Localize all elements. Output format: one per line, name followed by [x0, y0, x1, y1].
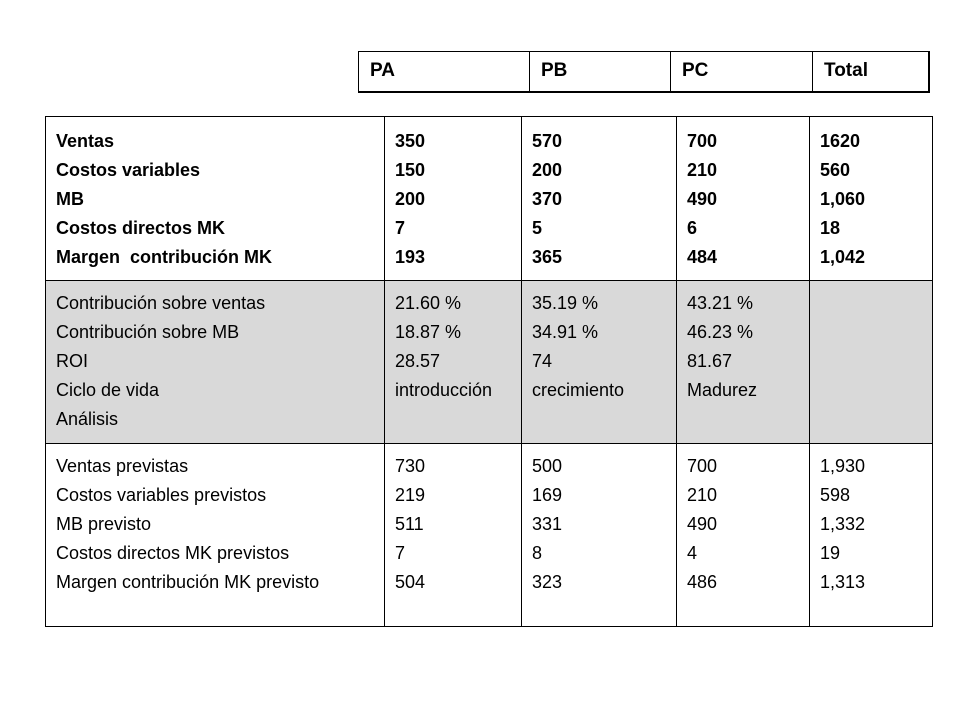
value-cell: 1,042	[820, 247, 866, 267]
table-row-forecast	[46, 444, 933, 627]
values-pc	[677, 281, 810, 444]
value-cell: 200	[532, 160, 563, 180]
value-cell: 560	[820, 160, 851, 180]
value-cell: 570	[532, 131, 563, 151]
value-cell: 81.67	[687, 351, 733, 371]
value-cell: 730	[395, 456, 426, 476]
label-mb: MB	[56, 189, 84, 209]
value-cell: 504	[395, 572, 426, 592]
column-header-pc: PC	[671, 52, 813, 92]
value-cell: 511	[395, 514, 424, 534]
value-cell: 323	[532, 572, 563, 592]
product-analysis-table	[45, 116, 933, 627]
label-margen-contribucion-mk: Margen contribución MK	[56, 247, 272, 267]
value-cell: 1,313	[820, 572, 866, 592]
value-cell: 210	[687, 485, 718, 505]
label-costos-variables: Costos variables	[56, 160, 201, 180]
row-labels	[46, 281, 385, 444]
label-margen-contribucion-mk-previsto: Margen contribución MK previsto	[56, 572, 320, 592]
value-cell: 7	[395, 543, 406, 563]
row-labels	[46, 444, 385, 627]
values-pb	[522, 281, 677, 444]
value-cell: 193	[395, 247, 426, 267]
values-pc	[677, 117, 810, 281]
values-pa	[385, 117, 522, 281]
value-cell: 8	[532, 543, 543, 563]
value-cell: 169	[532, 485, 563, 505]
value-cell: 150	[395, 160, 426, 180]
values-pa	[385, 444, 522, 627]
value-cell: 490	[687, 514, 718, 534]
value-cell: Madurez	[687, 380, 758, 400]
label-ciclo-de-vida: Ciclo de vida	[56, 380, 160, 400]
value-cell: 74	[532, 351, 553, 371]
values-pb	[522, 117, 677, 281]
value-cell: crecimiento	[532, 380, 625, 400]
value-cell: 5	[532, 218, 543, 238]
value-cell: 484	[687, 247, 718, 267]
value-cell: 28.57	[395, 351, 441, 371]
label-costos-directos-mk: Costos directos MK	[56, 218, 226, 238]
values-pb	[522, 444, 677, 627]
values-total	[810, 117, 933, 281]
value-cell: 598	[820, 485, 851, 505]
value-cell: 43.21 %	[687, 293, 754, 313]
value-cell: 486	[687, 572, 718, 592]
column-header-pa: PA	[359, 52, 530, 92]
values-total-empty	[810, 281, 933, 444]
value-cell: 200	[395, 189, 426, 209]
label-ventas-previstas: Ventas previstas	[56, 456, 189, 476]
value-cell: 1,332	[820, 514, 866, 534]
row-labels	[46, 117, 385, 281]
value-cell: 19	[820, 543, 841, 563]
value-cell: 7	[395, 218, 406, 238]
value-cell: 370	[532, 189, 563, 209]
value-cell: 490	[687, 189, 718, 209]
value-cell: 210	[687, 160, 718, 180]
value-cell: 34.91 %	[532, 322, 599, 342]
column-header-table	[358, 51, 930, 93]
column-header-total: Total	[813, 52, 929, 92]
values-total	[810, 444, 933, 627]
value-cell: 35.19 %	[532, 293, 599, 313]
table-row-ratios	[46, 281, 933, 444]
value-cell: 500	[532, 456, 563, 476]
value-cell: 1620	[820, 131, 861, 151]
values-pc	[677, 444, 810, 627]
value-cell: introducción	[395, 380, 493, 400]
value-cell: 1,930	[820, 456, 866, 476]
column-header-row	[359, 52, 929, 92]
value-cell: 350	[395, 131, 426, 151]
label-analisis: Análisis	[56, 409, 119, 429]
value-cell: 46.23 %	[687, 322, 754, 342]
value-cell: 219	[395, 485, 426, 505]
value-cell: 700	[687, 131, 718, 151]
value-cell: 1,060	[820, 189, 866, 209]
value-cell: 700	[687, 456, 718, 476]
value-cell: 331	[532, 514, 563, 534]
label-mb-previsto: MB previsto	[56, 514, 152, 534]
label-costos-directos-mk-previstos: Costos directos MK previstos	[56, 543, 290, 563]
label-contribucion-mb: Contribución sobre MB	[56, 322, 240, 342]
table-row-current	[46, 117, 933, 281]
value-cell: 21.60 %	[395, 293, 462, 313]
label-costos-variables-previstos: Costos variables previstos	[56, 485, 267, 505]
column-header-pb: PB	[530, 52, 671, 92]
value-cell: 18	[820, 218, 841, 238]
value-cell: 18.87 %	[395, 322, 462, 342]
value-cell: 365	[532, 247, 563, 267]
value-cell: 6	[687, 218, 698, 238]
label-contribucion-ventas: Contribución sobre ventas	[56, 293, 266, 313]
label-ventas: Ventas	[56, 131, 115, 151]
value-cell: 4	[687, 543, 698, 563]
label-roi: ROI	[56, 351, 89, 371]
values-pa	[385, 281, 522, 444]
